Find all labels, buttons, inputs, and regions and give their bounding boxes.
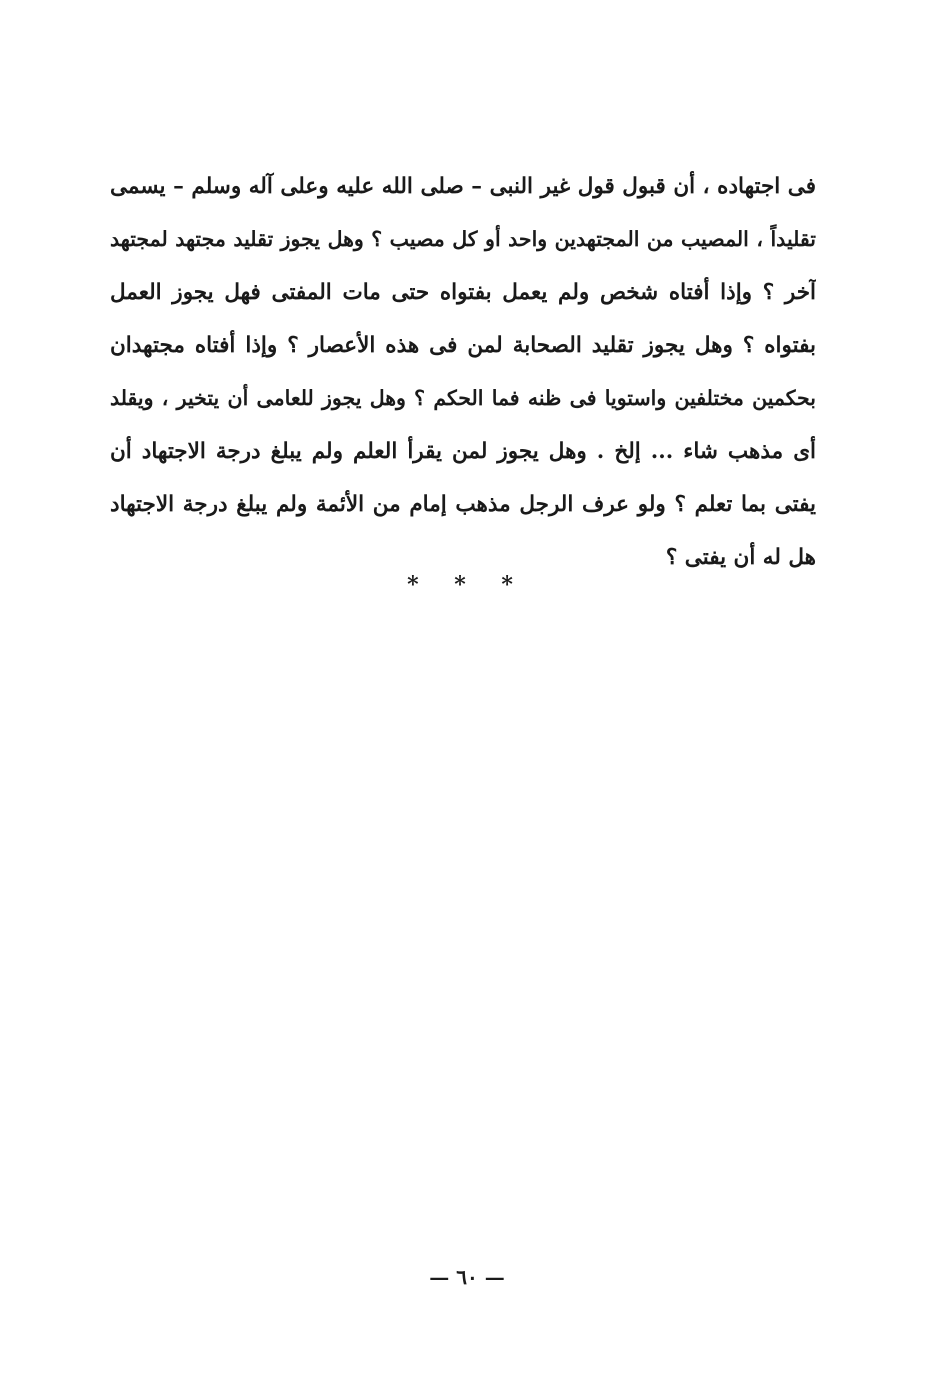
text-line: هل له أن يفتى ؟ [665,545,816,570]
page-number: — ٦٠ — [429,1265,505,1289]
text-line: أى مذهب شاء ... إلخ . وهل يجوز لمن يقرأ العلم ولم يبلغ درجة الاجتهاد أن [110,439,816,464]
text-line: تقليداً ، المصيب من المجتهدين واحد أو كل مصيب ؟ وهل يجوز تقليد مجتهد لمجتهد [110,227,816,251]
text-line: فى اجتهاده ، أن قبول قول غير النبى – صلى الله عليه وعلى آله وسلم – يسمى [110,174,816,199]
section-separator: * * * [407,572,527,598]
text-line: بفتواه ؟ وهل يجوز تقليد الصحابة لمن فى هذه الأعصار ؟ وإذا أفتاه مجتهدان [110,333,816,358]
text-line: بحكمين مختلفين واستويا فى ظنه فما الحكم ؟ وهل يجوز للعامى أن يتخير ، ويقلد [110,386,816,410]
body-paragraph [110,160,816,584]
text-line: يفتى بما تعلم ؟ ولو عرف الرجل مذهب إمام من الأئمة ولم يبلغ درجة الاجتهاد [110,492,816,517]
text-line: آخر ؟ وإذا أفتاه شخص ولم يعمل بفتواه حتى مات المفتى فهل يجوز العمل [110,280,816,305]
